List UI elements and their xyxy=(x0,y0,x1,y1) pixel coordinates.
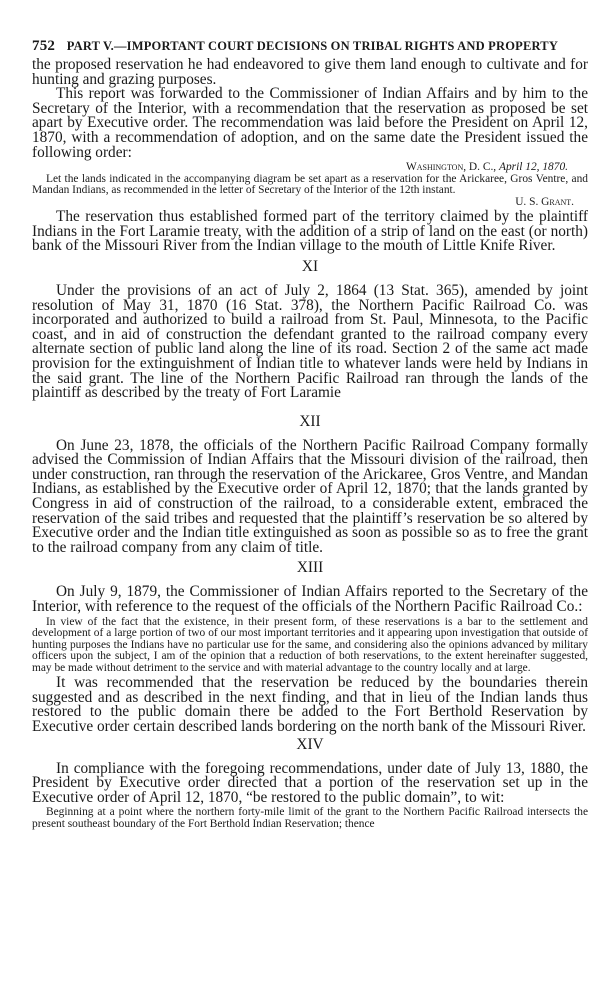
section-heading-xiii: XIII xyxy=(296,559,324,577)
paragraph-compliance: In compliance with the foregoing recommendations, under date of July 13, 1880, the President by Executive order directed that a portion of the reservation set up in the Executive order of April 12, 1870, “be restored to the public domain”, to wit: xyxy=(32,759,588,806)
paragraph-reservation: The reservation thus established formed part of the territory claimed by the plaintiff Indians in the Fort Laramie treaty, with the addition of a strip of land on the east (or north) bank of the Missouri River from the Indian village to the mouth of Little Knife River. xyxy=(32,208,588,255)
section-heading-xiv: XIV xyxy=(296,735,324,753)
header-title: PART V.—IMPORTANT COURT DECISIONS ON TRIBAL RIGHTS AND PROPERTY xyxy=(66,39,559,53)
paragraph-recommendation: It was recommended that the reservation be reduced by the boundaries therein suggested and as described in the next finding, and that in lieu of the Indian lands thus restored to the public domain there be added to the Fort Berthold Reservation by Executive order certain described lands bordering on the north bank of the Missouri River. xyxy=(32,674,588,735)
paragraph-commissioner-report: On July 9, 1879, the Commissioner of Indian Affairs reported to the Secretary of the Interior, with reference to the request of the officials of the Northern Pacific Railroad Co.: xyxy=(32,583,588,616)
block-quote: In view of the fact that the existence, in their present form, of these reservations is a bar to the settlement and development of a large portion of two of our most important territories and it appearing upon investigation that outside of hunting purposes the Indians have no particular use for the same, and considering also the opinions advanced by military officers upon the subject, I am of the opinion that a reduction of both reservations, to the extent hereinafter suggested, may be made without detriment to the service and with material advantage to the country locally and at large. xyxy=(32,615,588,674)
paragraph-railroad-officials: On June 23, 1878, the officials of the Northern Pacific Railroad Company formally advised the Commission of Indian Affairs that the Missouri division of the railroad, then under construction, ran through the reservation of the Arickaree, Gros Ventre, and Mandan Indians, as established by the Executive order of April 12, 1870; that the lands granted by Congress in aid of construction of the railroad, to a considerable extent, embraced the reservation of the said tribes and requested that the plaintiff’s reservation be so altered by Executive order and the Indian title extinguished as soon as possible so as to free the grant to the railroad company from any claim of title. xyxy=(32,436,588,556)
paragraph-report: This report was forwarded to the Commissioner of Indian Affairs and by him to the Secretary of the Interior, with a recommendation that the reservation as proposed be set apart by Executive order. The recommendation was laid before the President on April 12, 1870, with a recommendation of adoption, and on the same date the President issued the following order: xyxy=(32,85,588,161)
signature: U. S. Grant. xyxy=(515,195,574,208)
dateline-date: April 12, 1870. xyxy=(499,161,568,174)
page-number: 752 xyxy=(32,38,56,54)
paragraph-continuation: the proposed reservation he had endeavored to give them land enough to cultivate and for hunting and grazing purposes. xyxy=(32,56,588,88)
boundary-description: Beginning at a point where the northern forty-mile limit of the grant to the Northern Pacific Railroad intersects the present southeast boundary of the Fort Berthold Indian Reservation; thence xyxy=(32,806,588,830)
paragraph-railroad-act: Under the provisions of an act of July 2, 1864 (13 Stat. 365), amended by joint resolution of May 31, 1870 (16 Stat. 378), the Northern Pacific Railroad Co. was incorporated and authorized to build a railroad from St. Paul, Minnesota, to the Pacific coast, and in aid of construction the defendant granted to the railroad company every alternate section of public land along the line of its road. Section 2 of the same act made provision for the extinguishment of Indian title to whatever lands were held by Indians in the said grant. The line of the Northern Pacific Railroad ran through the lands of the plaintiff as described by the treaty of Fort Laramie xyxy=(32,281,588,402)
running-header xyxy=(32,38,588,55)
dateline-place: Washington, D. C., xyxy=(405,161,497,174)
dateline xyxy=(32,162,568,174)
executive-order-text: Let the lands indicated in the accompanying diagram be set apart as a reservation for the Arickaree, Gros Ventre, and Mandan Indians, as recommended in the letter of Secretary of the Interior of the 12th instant. xyxy=(32,172,588,197)
section-heading-xi: XI xyxy=(301,257,319,275)
section-heading-xii: XII xyxy=(299,412,321,430)
document-page xyxy=(32,38,588,830)
